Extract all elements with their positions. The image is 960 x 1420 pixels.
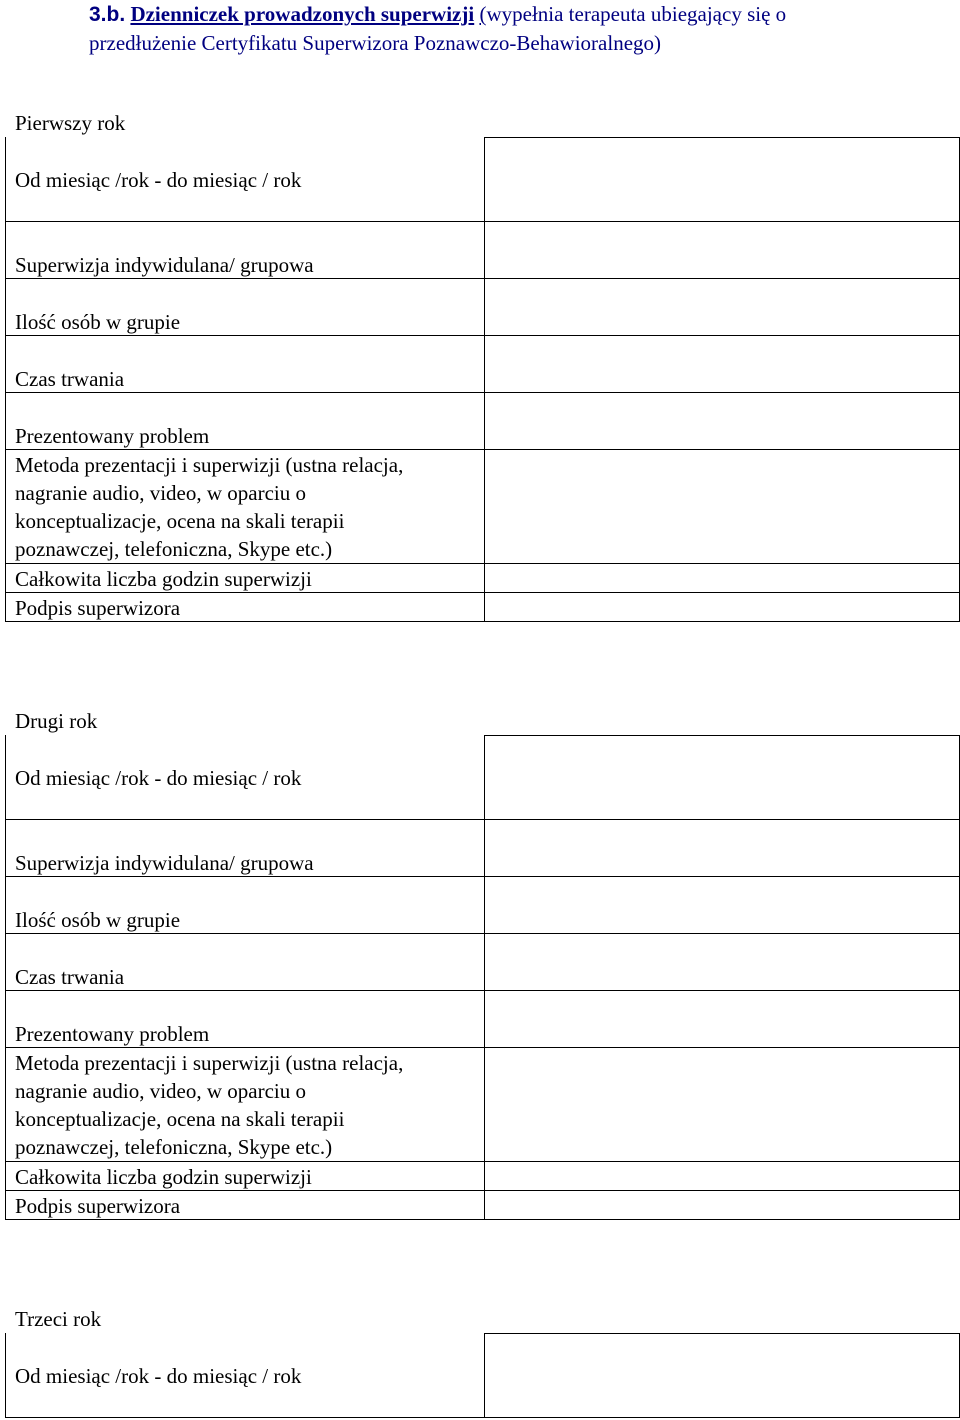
table-line xyxy=(5,990,960,991)
table-line xyxy=(484,137,485,622)
method-label-line-4: poznawczej, telefoniczna, Skype etc.) xyxy=(15,537,333,561)
table-line xyxy=(5,392,960,393)
period-label: Od miesiąc /rok - do miesiąc / rok xyxy=(15,1364,302,1388)
table-line xyxy=(484,1333,960,1334)
period-label: Od miesiąc /rok - do miesiąc / rok xyxy=(15,168,302,192)
section-title: Dzienniczek prowadzonych superwizji xyxy=(130,2,475,26)
supervision-type-label: Superwizja indywidulana/ grupowa xyxy=(15,253,314,277)
method-label-line-3: konceptualizacje, ocena na skali terapii xyxy=(15,509,345,533)
period-label: Od miesiąc /rok - do miesiąc / rok xyxy=(15,766,302,790)
method-label-line-1: Metoda prezentacji i superwizji (ustna relacja, xyxy=(15,453,404,477)
description-line-2: przedłużenie Certyfikatu Superwizora Poznawczo-Behawioralnego) xyxy=(89,31,662,55)
method-label-line-4: poznawczej, telefoniczna, Skype etc.) xyxy=(15,1135,333,1159)
method-label-line-1: Metoda prezentacji i superwizji (ustna relacja, xyxy=(15,1051,404,1075)
signature-label: Podpis superwizora xyxy=(15,1194,181,1218)
table-line xyxy=(5,735,6,1220)
table-line xyxy=(484,137,960,138)
method-label-line-2: nagranie audio, video, w oparciu o xyxy=(15,1079,306,1103)
group-size-label: Ilość osób w grupie xyxy=(15,908,181,932)
supervision-type-label: Superwizja indywidulana/ grupowa xyxy=(15,851,314,875)
table-line xyxy=(484,735,485,1220)
total-hours-label: Całkowita liczba godzin superwizji xyxy=(15,567,312,591)
duration-label: Czas trwania xyxy=(15,965,125,989)
problem-label: Prezentowany problem xyxy=(15,424,210,448)
year-label: Trzeci rok xyxy=(15,1307,102,1331)
method-label-line-2: nagranie audio, video, w oparciu o xyxy=(15,481,306,505)
table-line xyxy=(5,221,960,222)
paren-open: ( xyxy=(479,2,487,26)
signature-label: Podpis superwizora xyxy=(15,596,181,620)
document-heading xyxy=(89,0,949,57)
table-line xyxy=(5,819,960,820)
table-line xyxy=(484,735,960,736)
table-line xyxy=(5,1161,960,1162)
table-line xyxy=(5,1333,6,1418)
total-hours-label: Całkowita liczba godzin superwizji xyxy=(15,1165,312,1189)
method-label-line-3: konceptualizacje, ocena na skali terapii xyxy=(15,1107,345,1131)
section-number: 3.b. xyxy=(89,3,126,26)
table-line xyxy=(484,1333,485,1418)
table-line xyxy=(5,563,960,564)
year-label: Pierwszy rok xyxy=(15,111,126,135)
description-line-1: wypełnia terapeuta ubiegający się o xyxy=(486,2,787,26)
table-line xyxy=(5,137,6,622)
duration-label: Czas trwania xyxy=(15,367,125,391)
year-label: Drugi rok xyxy=(15,709,98,733)
table-line xyxy=(5,1417,960,1418)
group-size-label: Ilość osób w grupie xyxy=(15,310,181,334)
problem-label: Prezentowany problem xyxy=(15,1022,210,1046)
